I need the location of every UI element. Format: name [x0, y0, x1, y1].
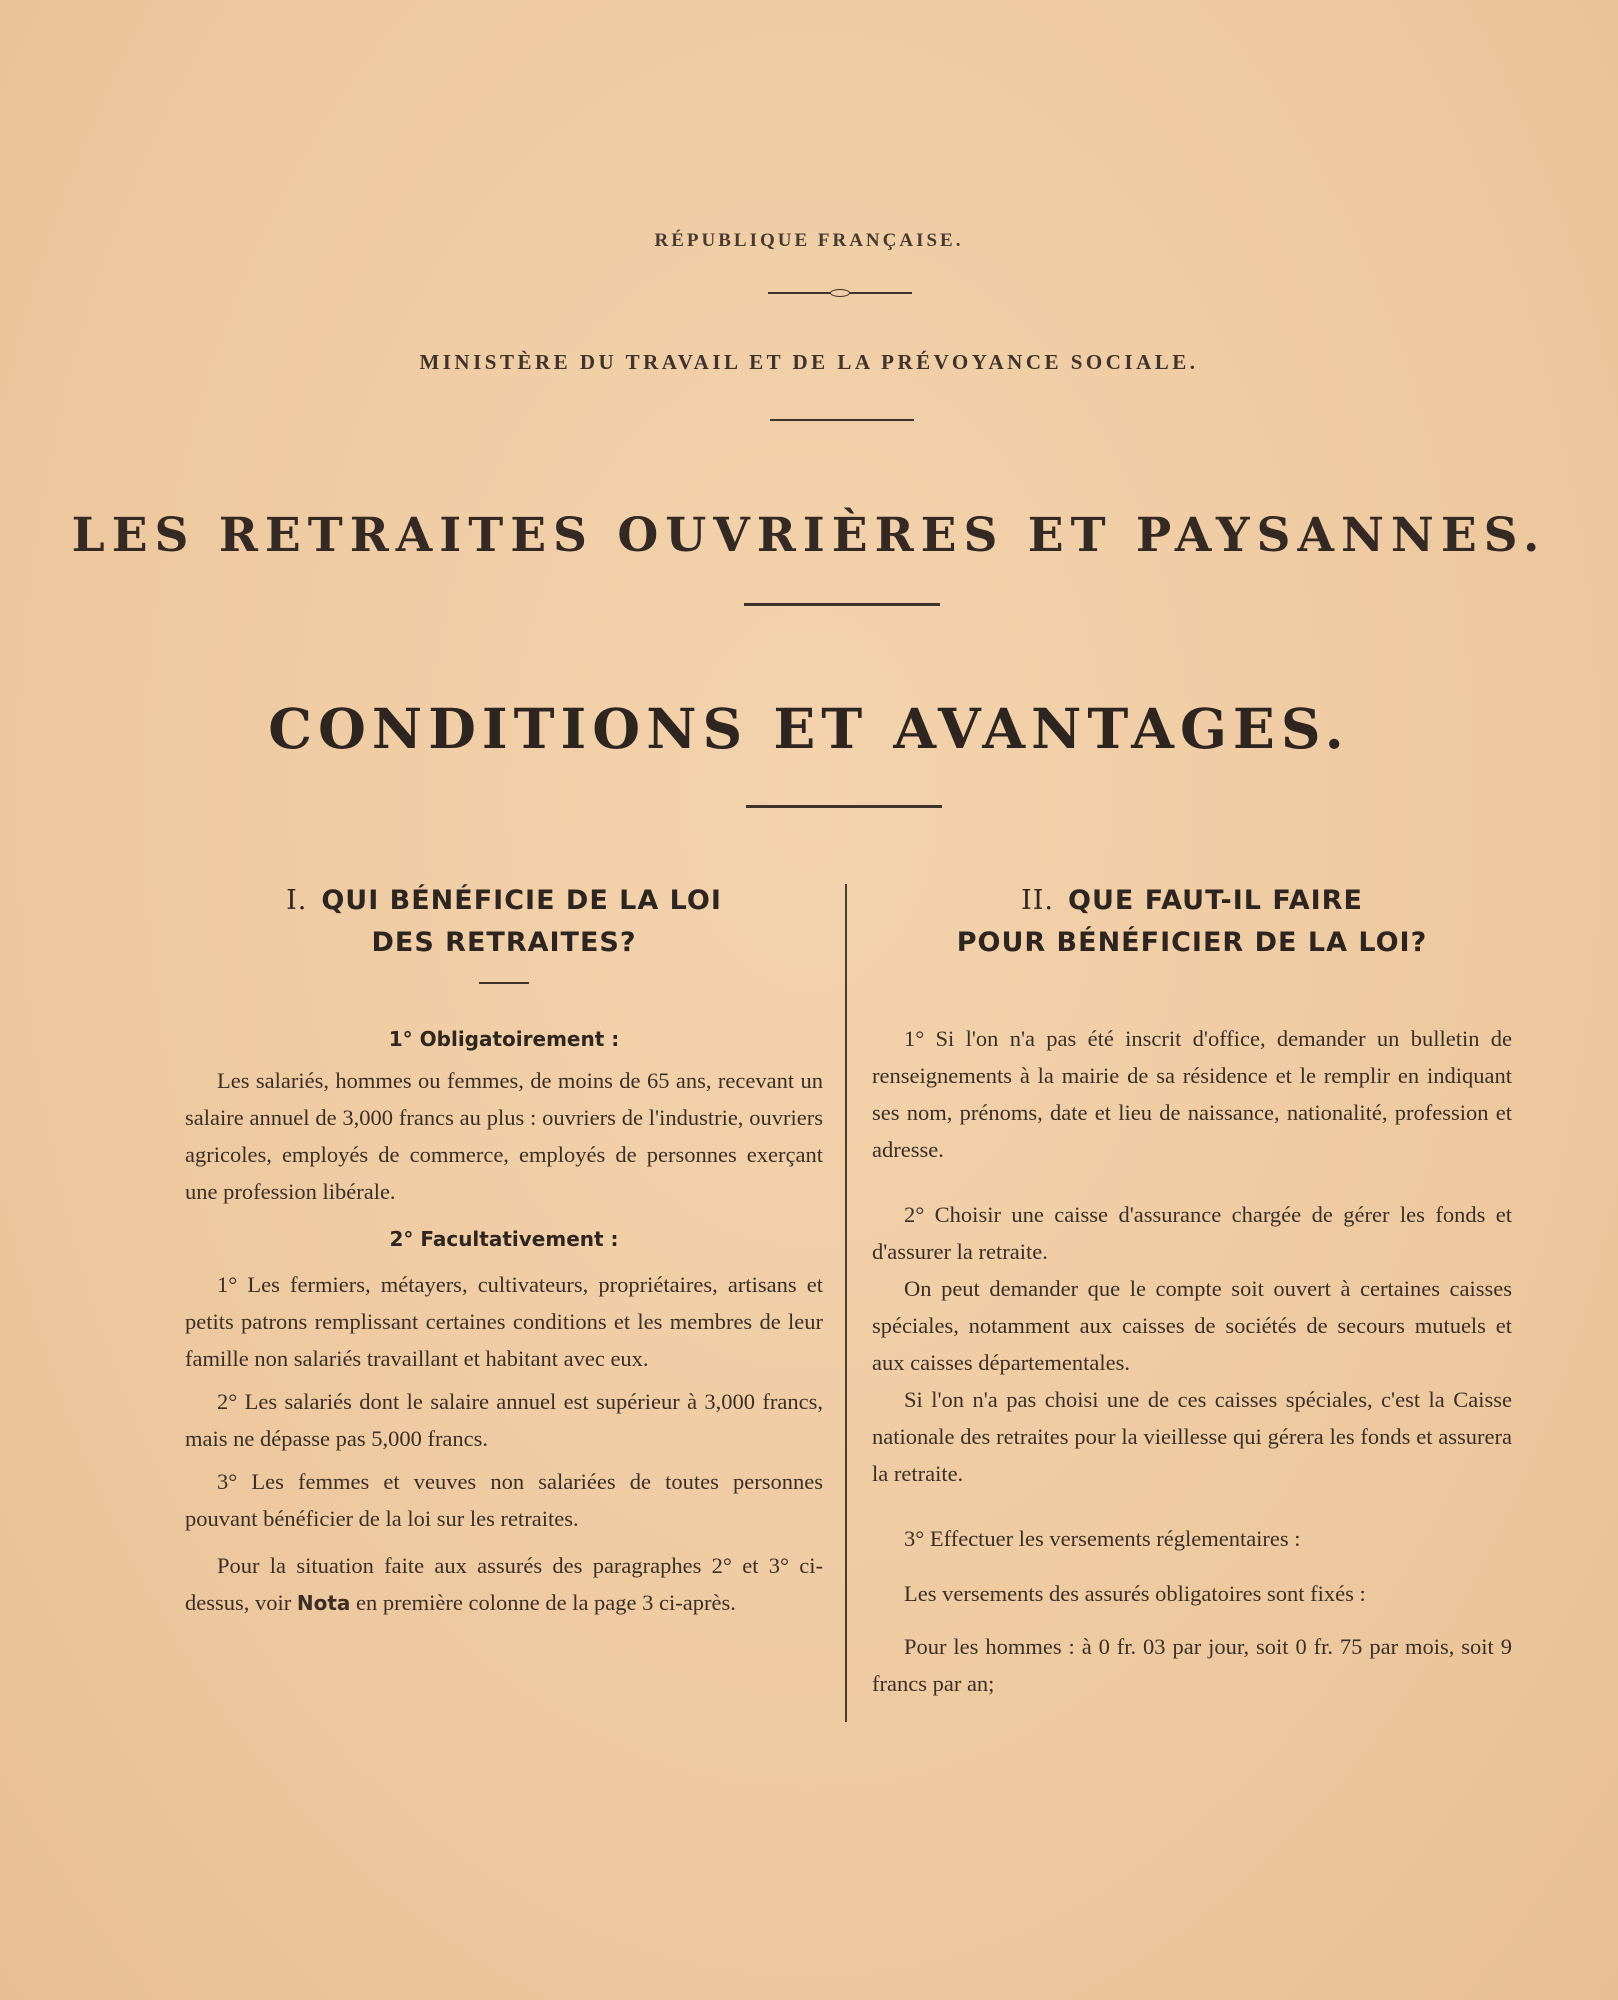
republic-heading: RÉPUBLIQUE FRANÇAISE.: [654, 230, 964, 251]
sub-title: CONDITIONS ET AVANTAGES.: [268, 696, 1350, 761]
section-number: II.: [1021, 885, 1055, 916]
column-divider: [845, 884, 847, 1722]
caisses-speciales-paragraph: On peut demander que le compte soit ouvert à certaines caisses spéciales, notamment aux caisses de sociétés de secours mutuels et aux caisses départementales.: [872, 1276, 1512, 1375]
divider-rule: [770, 419, 914, 421]
divider-rule: [744, 603, 940, 606]
right-column-heading: [872, 880, 1512, 964]
heading-line: QUI BÉNÉFICIE DE LA LOI: [321, 885, 722, 916]
section-number: I.: [286, 885, 308, 916]
ministry-heading: MINISTÈRE DU TRAVAIL ET DE LA PRÉVOYANCE SOCIALE.: [419, 350, 1199, 374]
facultatif-item-2: 2° Les salariés dont le salaire annuel est supérieur à 3,000 francs, mais ne dépasse pas 5,000 francs.: [185, 1389, 823, 1451]
step-2-paragraph: 2° Choisir une caisse d'assurance chargée de gérer les fonds et d'assurer la retraite.: [872, 1202, 1512, 1264]
facultatif-heading: 2° Facultativement :: [389, 1227, 619, 1251]
facultatif-item-1: 1° Les fermiers, métayers, cultivateurs, propriétaires, artisans et petits patrons remplissant certaines conditions et les membres de leur famille non salariés travaillant et habitant avec eux.: [185, 1272, 823, 1371]
right-column: [872, 880, 1512, 1702]
obligatoire-heading: 1° Obligatoirement :: [388, 1027, 620, 1051]
versements-paragraph: Les versements des assurés obligatoires sont fixés :: [904, 1581, 1366, 1606]
nota-text-after: en première colonne de la page 3 ci-après.: [356, 1590, 736, 1615]
left-column-heading: [185, 880, 823, 964]
main-title: LES RETRAITES OUVRIÈRES ET PAYSANNES.: [71, 508, 1547, 563]
hommes-rate-paragraph: Pour les hommes : à 0 fr. 03 par jour, soit 0 fr. 75 par mois, soit 9 francs par an;: [872, 1634, 1512, 1696]
heading-line: POUR BÉNÉFICIER DE LA LOI?: [956, 927, 1428, 958]
ornamental-rule: [768, 292, 912, 294]
caisse-nationale-paragraph: Si l'on n'a pas choisi une de ces caisses spéciales, c'est la Caisse nationale des retraites pour la vieillesse qui gérera les fonds et assurera la retraite.: [872, 1387, 1512, 1486]
nota-paragraph: [185, 1547, 823, 1622]
obligatoire-text: Les salariés, hommes ou femmes, de moins de 65 ans, recevant un salaire annuel de 3,000 francs au plus : ouvriers de l'industrie, ouvriers agricoles, employés de commerce, employés de personnes exerçant une profession libérale.: [185, 1068, 823, 1204]
facultatif-item-3: 3° Les femmes et veuves non salariées de toutes personnes pouvant bénéficier de la loi sur les retraites.: [185, 1469, 823, 1531]
step-3-paragraph: 3° Effectuer les versements réglementaires :: [904, 1526, 1301, 1551]
heading-line: QUE FAUT-IL FAIRE: [1068, 885, 1363, 916]
short-rule: [479, 982, 529, 984]
left-column: [185, 880, 823, 1622]
nota-keyword: Nota: [296, 1591, 351, 1615]
step-1-paragraph: 1° Si l'on n'a pas été inscrit d'office, demander un bulletin de renseignements à la mairie de sa résidence et le remplir en indiquant ses nom, prénoms, date et lieu de naissance, nationalité, profession et adresse.: [872, 1026, 1512, 1162]
nota-text-before: Pour la situation faite aux assurés des paragraphes 2° et 3° ci-dessus, voir: [185, 1553, 823, 1615]
heading-line: DES RETRAITES?: [371, 927, 637, 958]
rule-ornament: [830, 289, 850, 297]
divider-rule: [746, 805, 942, 808]
